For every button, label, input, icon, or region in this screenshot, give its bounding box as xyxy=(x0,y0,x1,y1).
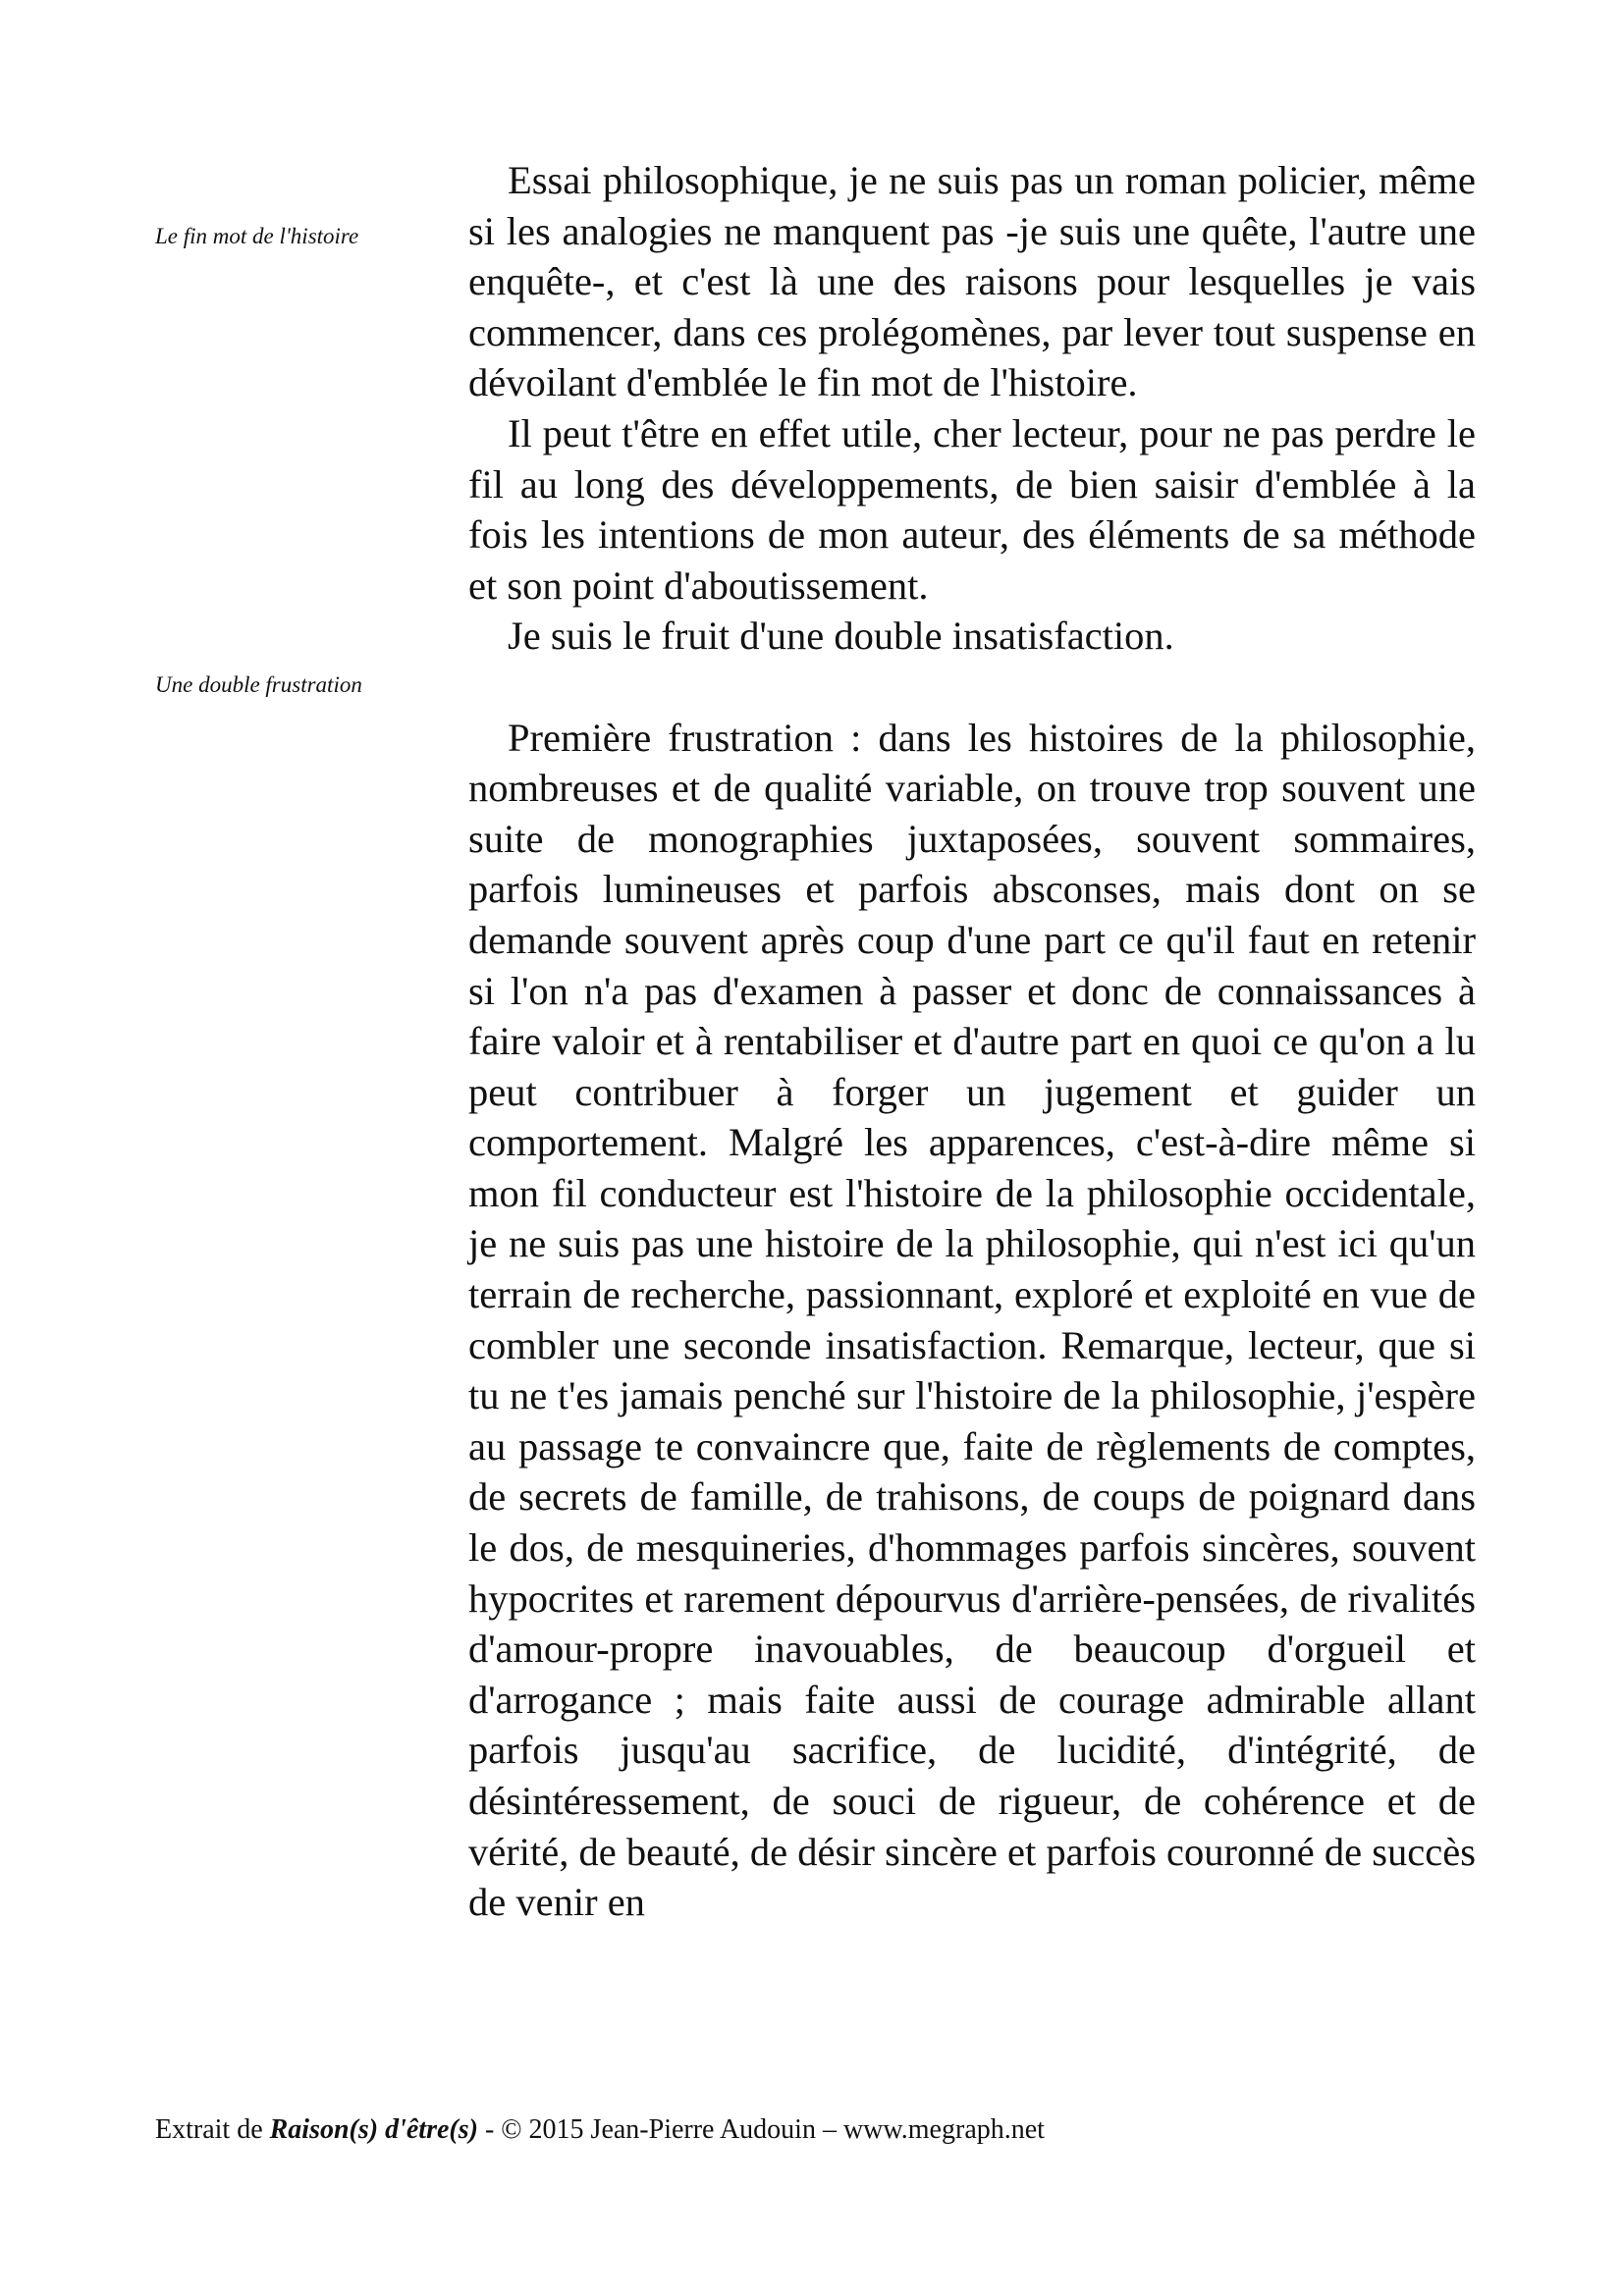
paragraph-lecteur: Il peut t'être en effet utile, cher lecteur, pour ne pas perdre le fil au long des développements, de bien saisir d'emblée à la fois les intentions de mon auteur, des éléments de sa méthode et son point d'aboutissement. xyxy=(468,410,1476,608)
page-footer xyxy=(155,2113,1045,2147)
paragraph-essai: Essai philosophique, je ne suis pas un roman policier, même si les analogies ne manquent pas -je suis une quête, l'autre une enquête-, et c'est là une des raisons pour lesquelles je vais commencer, dans ces prolégomènes, par lever tout suspense en dévoilant d'emblée le fin mot de l'histoire. xyxy=(468,158,1476,405)
main-text-body xyxy=(468,155,1476,1928)
footer-copyright: - © 2015 Jean-Pierre Audouin – www.megraph.net xyxy=(477,2114,1045,2145)
margin-note-fin-mot: Le fin mot de l'histoire xyxy=(155,224,359,248)
footer-prefix: Extrait de xyxy=(155,2114,270,2145)
margin-note-double-frustration: Une double frustration xyxy=(155,672,362,697)
footer-book-title: Raison(s) d'être(s) xyxy=(269,2114,478,2145)
paragraph-insatisfaction: Je suis le fruit d'une double insatisfaction. xyxy=(508,614,1174,659)
paragraph-premiere-frustration: Première frustration : dans les histoires de la philosophie, nombreuses et de qualité variable, on trouve trop souvent une suite de monographies juxtaposées, souvent sommaires, parfois lumineuses et parfois absconses, mais dont on se demande souvent après coup d'une part ce qu'il faut en retenir si l'on n'a pas d'examen à passer et donc de connaissances à faire valoir et à rentabiliser et d'autre part en quoi ce qu'on a lu peut contribuer à forger un jugement et guider un comportement. Malgré les apparences, c'est-à-dire même si mon fil conducteur est l'histoire de la philosophie occidentale, je ne suis pas une histoire de la philosophie, qui n'est ici qu'un terrain de recherche, passionnant, exploré et exploité en vue de combler une seconde insatisfaction. Remarque, lecteur, que si tu ne t'es jamais penché sur l'histoire de la philosophie, j'espère au passage te convaincre que, faite de règlements de comptes, de secrets de famille, de trahisons, de coups de poignard dans le dos, de mesquineries, d'hommages parfois sincères, souvent hypocrites et rarement dépourvus d'arrière-pensées, de rivalités d'amour-propre inavouables, de beaucoup d'orgueil et d'arrogance ; mais faite aussi de courage admirable allant parfois jusqu'au sacrifice, de lucidité, d'intégrité, de désintéressement, de souci de rigueur, de cohérence et de vérité, de beauté, de désir sincère et parfois couronné de succès de venir en xyxy=(468,715,1476,1925)
